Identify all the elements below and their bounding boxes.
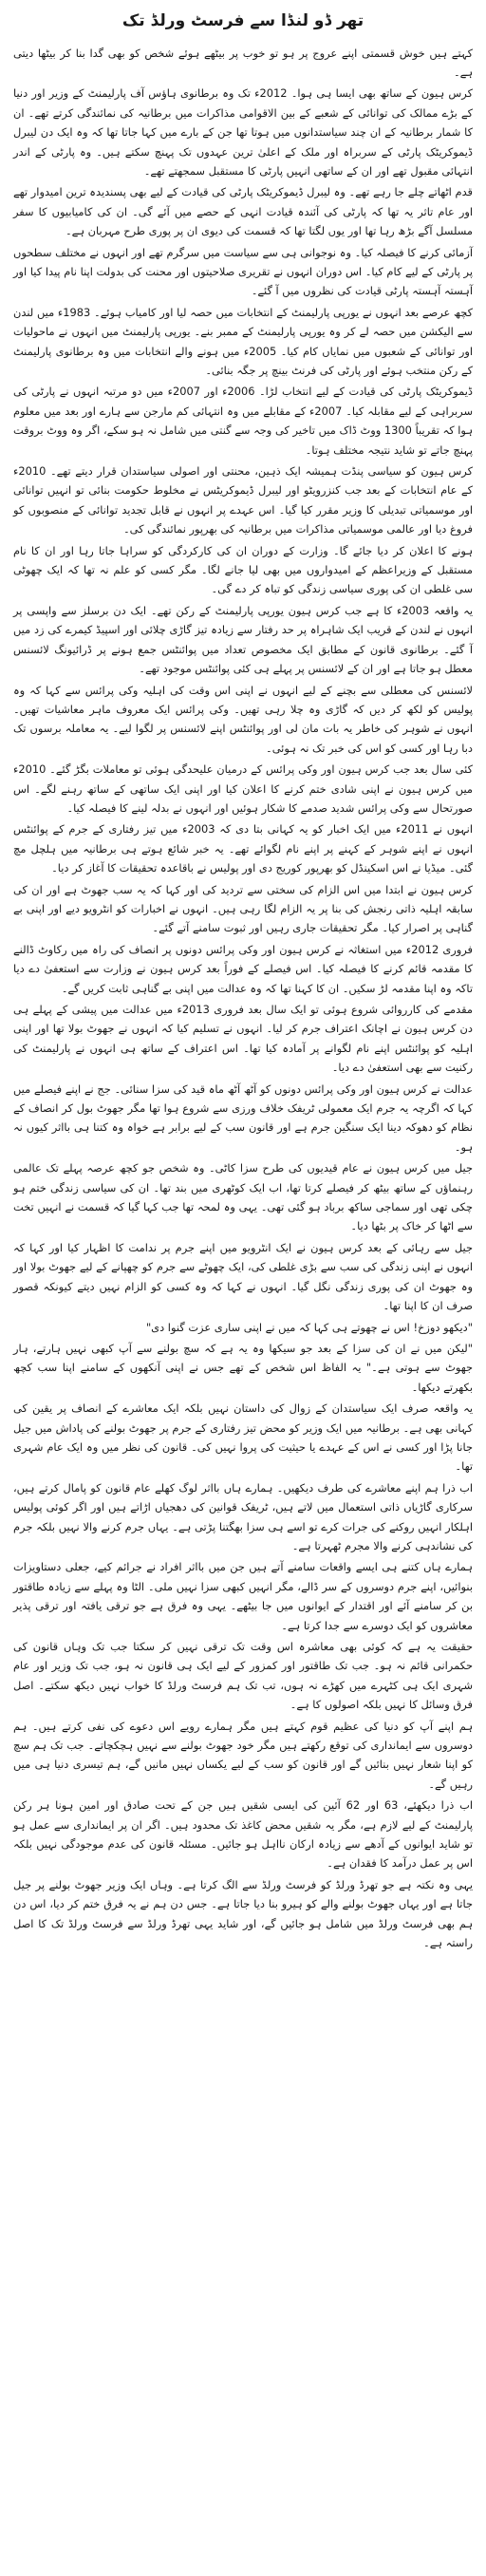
paragraph: حقیقت یہ ہے کہ کوئی بھی معاشرہ اس وقت تک ترقی نہیں کر سکتا جب تک وہاں قانون کی حکمرانی قائم نہ ہو۔ جب تک طاقتور اور کمزور کے لیے ایک ہی قانون نہ ہو، جب تک وزیر اور عام شہری ایک ہی کٹہرے میں کھڑے نہ ہوں، تب تک ہم فرسٹ ورلڈ کا خواب نہیں دیکھ سکتے۔ اصل فرق وسائل کا نہیں بلکہ اصولوں کا ہے۔ — [13, 1640, 473, 1712]
paragraph: لائسنس کی معطلی سے بچنے کے لیے انہوں نے اپنی اس وقت کی اہلیہ وکی پرائس سے کہا کہ وہ پولیس کو لکھ کر دیں کہ گاڑی وہ چلا رہی تھیں۔ وکی پرائس ایک معروف ماہر معاشیات تھیں۔ انہوں نے شوہر کی خاطر یہ بات مان لی اور پوائنٹس اپنے لائسنس پر لگوا لیے۔ یہ معاملہ برسوں تک دبا رہا اور کسی کو اس کی خبر تک نہ ہوئی۔ — [13, 683, 473, 755]
paragraph: یہ واقعہ 2003ء کا ہے جب کرس ہیون یورپی پارلیمنٹ کے رکن تھے۔ ایک دن برسلز سے واپسی پر انہوں نے لندن کے قریب ایک شاہراہ پر حد رفتار سے زیادہ تیز گاڑی چلائی اور اسپیڈ کیمرے کی زد میں آ گئے۔ برطانوی قانون کے مطابق ایک مخصوص تعداد میں پوائنٹس جمع ہونے پر ڈرائیونگ لائسنس معطل ہو جاتا ہے اور ان کے لائسنس پر پہلے ہی کئی پوائنٹس موجود تھے۔ — [13, 603, 473, 676]
paragraph: فروری 2012ء میں استغاثہ نے کرس ہیون اور وکی پرائس دونوں پر انصاف کی راہ میں رکاوٹ ڈالنے کا مقدمہ قائم کرنے کا فیصلہ کیا۔ اس فیصلے کے فوراً بعد کرس ہیون نے وزارت سے استعفیٰ دے دیا تاکہ وہ اپنا مقدمہ لڑ سکیں۔ ان کا کہنا تھا کہ وہ عدالت میں اپنی بے گناہی ثابت کریں گے۔ — [13, 942, 473, 995]
paragraph: یہی وہ نکتہ ہے جو تھرڈ ورلڈ کو فرسٹ ورلڈ سے الگ کرتا ہے۔ وہاں ایک وزیر جھوٹ بولنے پر جیل جاتا ہے اور یہاں جھوٹ بولنے والے کو ہیرو بنا دیا جاتا ہے۔ جس دن ہم نے یہ فرق ختم کر دیا، اس دن ہم بھی فرسٹ ورلڈ میں شامل ہو جائیں گے، اور شاید یہی تھرڈ ورلڈ سے فرسٹ ورلڈ تک کا اصل راستہ ہے۔ — [13, 1877, 473, 1950]
paragraph: کرس ہیون کو سیاسی پنڈت ہمیشہ ایک ذہین، محنتی اور اصولی سیاستدان قرار دیتے تھے۔ 2010ء کے عام انتخابات کے بعد جب کنزرویٹو اور لیبرل ڈیموکریٹس نے مخلوط حکومت بنائی تو انہیں توانائی اور موسمیاتی تبدیلی کا وزیر مقرر کیا گیا۔ اس عہدے پر انہوں نے قابل تجدید توانائی کے منصوبوں کو فروغ دیا اور عالمی موسمیاتی مذاکرات میں برطانیہ کی بھرپور نمائندگی کی۔ — [13, 464, 473, 536]
paragraph: ڈیموکریٹک پارٹی کی قیادت کے لیے انتخاب لڑا۔ 2006ء اور 2007ء میں دو مرتبہ انہوں نے پارٹی کی سربراہی کے لیے مقابلہ کیا۔ 2007ء کے مقابلے میں وہ انتہائی کم مارجن سے ہارے اور بعد میں معلوم ہوا کہ تقریباً 1300 ووٹ ڈاک میں تاخیر کی وجہ سے گنتی میں شامل نہ ہو سکے، اگر وہ ووٹ بروقت پہنچ جاتے تو شاید نتیجہ مختلف ہوتا۔ — [13, 385, 474, 457]
paragraph: اب ذرا دیکھئے، 63 اور 62 آئین کی ایسی شقیں ہیں جن کے تحت صادق اور امین ہونا ہر رکن پارلیمنٹ کے لیے لازم ہے، مگر یہ شقیں محض کاغذ تک محدود ہیں۔ اگر ان پر ایمانداری سے عمل ہو تو شاید ایوانوں کے آدھے سے زیادہ ارکان نااہل ہو جائیں۔ مسئلہ قانون کی عدم موجودگی نہیں بلکہ اس پر عمل درآمد کا فقدان ہے۔ — [13, 1798, 474, 1871]
paragraph: کرس ہیون کے ساتھ بھی ایسا ہی ہوا۔ 2012ء تک وہ برطانوی ہاؤس آف پارلیمنٹ کے وزیر اور دنیا کے بڑے ممالک کی توانائی کے شعبے کے بین الاقوامی مذاکرات میں برطانیہ کی نمائندگی کرتے تھے۔ ان کا شمار برطانیہ کے ان چند سیاستدانوں میں ہوتا تھا جن کے بارے میں کہا جاتا تھا کہ وہ ایک دن لیبرل ڈیموکریٹک پارٹی کے سربراہ اور ملک کے اعلیٰ ترین عہدوں تک پہنچ سکتے ہیں۔ وہ پارٹی کے اندر انتہائی مقبول تھے اور ان کے ساتھی انہیں پارٹی کا مستقبل سمجھتے تھے۔ — [13, 86, 473, 178]
paragraph: کچھ عرصے بعد انہوں نے یورپی پارلیمنٹ کے انتخابات میں حصہ لیا اور کامیاب ہوئے۔ 1983ء میں لندن سے الیکشن میں حصہ لے کر وہ یورپی پارلیمنٹ کے ممبر بنے۔ یورپی پارلیمنٹ میں انہوں نے ماحولیات اور توانائی کے شعبوں میں نمایاں کام کیا۔ 2005ء میں ہونے والے انتخابات میں وہ برطانوی پارلیمنٹ کے رکن منتخب ہوئے اور پارٹی کی فرنٹ بینچ پر جگہ بنائی۔ — [13, 305, 474, 377]
paragraph: "لیکن میں نے ان کی سزا کے بعد جو سیکھا وہ یہ ہے کہ سچ بولنے سے آپ کبھی نہیں ہارتے، ہار جھوٹ سے ہوتی ہے۔" یہ الفاظ اس شخص کے تھے جس نے اپنی آنکھوں کے سامنے اپنا سب کچھ بکھرتے دیکھا۔ — [13, 1341, 473, 1394]
paragraph: جیل سے رہائی کے بعد کرس ہیون نے ایک انٹرویو میں اپنے جرم پر ندامت کا اظہار کیا اور کہا کہ انہوں نے اپنی زندگی کی سب سے بڑی غلطی کی، ایک چھوٹے سے جرم کو چھپانے کے لیے جھوٹ بولا اور وہ جھوٹ ان کی پوری زندگی نگل گیا۔ انہوں نے کہا کہ وہ کسی کو الزام نہیں دیتے کیونکہ قصور صرف ان کا اپنا تھا۔ — [13, 1240, 473, 1313]
paragraph: "دیکھو دوزخ! اس نے چھوتے ہی کہا کہ میں نے اپنی ساری عزت گنوا دی" — [145, 1320, 473, 1334]
paragraph: یہ واقعہ صرف ایک سیاستدان کے زوال کی داستان نہیں بلکہ ایک معاشرے کے انصاف پر یقین کی کہانی بھی ہے۔ برطانیہ میں ایک وزیر کو محض تیز رفتاری کے جرم پر جھوٹ بولنے کی پاداش میں جیل جانا پڑا اور کسی نے اس کے عہدے یا حیثیت کی پروا نہیں کی۔ قانون کی نظر میں وہ ایک عام شہری تھا۔ — [13, 1401, 473, 1474]
paragraph: آزمائی کرنے کا فیصلہ کیا۔ وہ نوجوانی ہی سے سیاست میں سرگرم تھے اور انہوں نے مختلف سطحوں پر پارٹی کے لیے کام کیا۔ اس دوران انہوں نے تقریری صلاحیتوں اور محنت کی بدولت اپنا نام پیدا کیا اور آہستہ آہستہ پارٹی قیادت کی نظروں میں آ گئے۔ — [13, 245, 473, 298]
article-headline: تھر ڈو لنڈا سے فرسٹ ورلڈ تک — [122, 11, 364, 30]
paragraph: کئی سال بعد جب کرس ہیون اور وکی پرائس کے درمیان علیحدگی ہوئی تو معاملات بگڑ گئے۔ 2010ء میں کرس ہیون نے اپنی شادی ختم کرنے کا اعلان کیا اور اپنی ایک ساتھی کے ساتھ رہنے لگے۔ اس صورتحال سے وکی پرائس شدید صدمے کا شکار ہوئیں اور انہوں نے بدلہ لینے کا فیصلہ کیا۔ — [13, 762, 473, 815]
paragraph: عدالت نے کرس ہیون اور وکی پرائس دونوں کو آٹھ آٹھ ماہ قید کی سزا سنائی۔ جج نے اپنے فیصلے میں کہا کہ اگرچہ یہ جرم ایک معمولی ٹریفک خلاف ورزی سے شروع ہوا تھا مگر جھوٹ بول کر انصاف کے نظام کو دھوکہ دینا ایک سنگین جرم ہے اور قانون سب کے لیے برابر ہے خواہ وہ کتنا ہی بااثر کیوں نہ ہو۔ — [13, 1081, 473, 1154]
paragraph: ہمارے ہاں کتنے ہی ایسے واقعات سامنے آتے ہیں جن میں بااثر افراد نے جرائم کیے، جعلی دستاویزات بنوائیں، اپنے جرم دوسروں کے سر ڈالے، مگر انہیں کبھی سزا نہیں ملی۔ الٹا وہ پہلے سے زیادہ طاقتور بن کر سامنے آئے اور اقتدار کے ایوانوں میں جا بیٹھے۔ یہی وہ فرق ہے جو ترقی یافتہ اور ترقی پذیر معاشروں کو ایک دوسرے سے جدا کرتا ہے۔ — [13, 1560, 473, 1632]
paragraph: ہم اپنے آپ کو دنیا کی عظیم قوم کہتے ہیں مگر ہمارے رویے اس دعوے کی نفی کرتے ہیں۔ ہم دوسروں سے ایمانداری کی توقع رکھتے ہیں مگر خود جھوٹ بولنے سے نہیں ہچکچاتے۔ جب تک ہم سچ کو اپنا شعار نہیں بنائیں گے اور قانون کو سب کے لیے یکساں نہیں مانیں گے، ہم تیسری دنیا ہی میں رہیں گے۔ — [13, 1719, 473, 1791]
article-body — [13, 44, 473, 1953]
paragraph: قدم اٹھاتے چلے جا رہے تھے۔ وہ لیبرل ڈیموکریٹک پارٹی کی قیادت کے لیے بھی پسندیدہ ترین امیدوار تھے اور عام تاثر یہ تھا کہ پارٹی کی آئندہ قیادت انہی کے حصے میں آئے گی۔ ان کی کامیابیوں کا سفر مسلسل آگے بڑھ رہا تھا اور یوں لگتا تھا کہ قسمت کی دیوی ان پر پوری طرح مہربان ہے۔ — [13, 185, 473, 238]
paragraph: ہونے کا اعلان کر دیا جائے گا۔ وزارت کے دوران ان کی کارکردگی کو سراہا جاتا رہا اور ان کا نام مستقبل کے وزیراعظم کے امیدواروں میں بھی لیا جانے لگا۔ مگر کسی کو علم نہ تھا کہ ایک چھوٹی سی غلطی ان کی پوری سیاسی زندگی کو تباہ کر دے گی۔ — [13, 543, 473, 596]
paragraph: اب ذرا ہم اپنے معاشرے کی طرف دیکھیں۔ ہمارے ہاں بااثر لوگ کھلے عام قانون کو پامال کرتے ہیں، سرکاری گاڑیاں ذاتی استعمال میں لاتے ہیں، ٹریفک قوانین کی دھجیاں اڑاتے ہیں اور اگر کوئی پولیس اہلکار انہیں روکنے کی جرات کرے تو اسے ہی سزا بھگتنا پڑتی ہے۔ یہاں جرم کرنے والا نہیں بلکہ جرم کی نشاندہی کرنے والا مجرم ٹھہرتا ہے۔ — [13, 1480, 473, 1552]
paragraph: مقدمے کی کارروائی شروع ہوئی تو ایک سال بعد فروری 2013ء میں عدالت میں پیشی کے پہلے ہی دن کرس ہیون نے اچانک اعتراف جرم کر لیا۔ انہوں نے تسلیم کیا کہ انہوں نے جھوٹ بولا تھا اور اپنی اہلیہ کو پوائنٹس اپنے نام لگوانے پر آمادہ کیا تھا۔ اس اعتراف کے ساتھ ہی انہوں نے پارلیمنٹ کی رکنیت سے بھی استعفیٰ دے دیا۔ — [13, 1003, 473, 1075]
paragraph: انہوں نے 2011ء میں ایک اخبار کو یہ کہانی بتا دی کہ 2003ء میں تیز رفتاری کے جرم کے پوائنٹس انہوں نے اپنے شوہر کے کہنے پر اپنے نام لگوائے تھے۔ یہ خبر شائع ہوتے ہی برطانیہ میں ہلچل مچ گئی۔ میڈیا نے اس اسکینڈل کو بھرپور کوریج دی اور پولیس نے باقاعدہ تحقیقات کا آغاز کر دیا۔ — [13, 822, 473, 875]
paragraph: کرس ہیون نے ابتدا میں اس الزام کی سختی سے تردید کی اور کہا کہ یہ سب جھوٹ ہے اور ان کی سابقہ اہلیہ ذاتی رنجش کی بنا پر یہ الزام لگا رہی ہیں۔ انہوں نے اخبارات کو انٹرویو دیے اور اپنی بے گناہی پر اصرار کیا۔ مگر تحقیقات جاری رہیں اور ثبوت سامنے آتے گئے۔ — [13, 882, 473, 935]
paragraph: جیل میں کرس ہیون نے عام قیدیوں کی طرح سزا کاٹی۔ وہ شخص جو کچھ عرصہ پہلے تک عالمی رہنماؤں کے ساتھ بیٹھ کر فیصلے کرتا تھا، اب ایک کوٹھری میں بند تھا۔ ان کی سیاسی زندگی ختم ہو چکی تھی اور سماجی ساکھ برباد ہو گئی تھی۔ یہی وہ لمحہ تھا جب کہا گیا کہ قسمت نے انہیں تخت سے اٹھا کر خاک پر بٹھا دیا۔ — [13, 1161, 473, 1233]
paragraph: کہتے ہیں خوش قسمتی اپنے عروج پر ہو تو خوب پر بیٹھے ہوئے شخص کو بھی گدا بنا کر بیٹھا دیتی ہے۔ — [13, 46, 473, 79]
